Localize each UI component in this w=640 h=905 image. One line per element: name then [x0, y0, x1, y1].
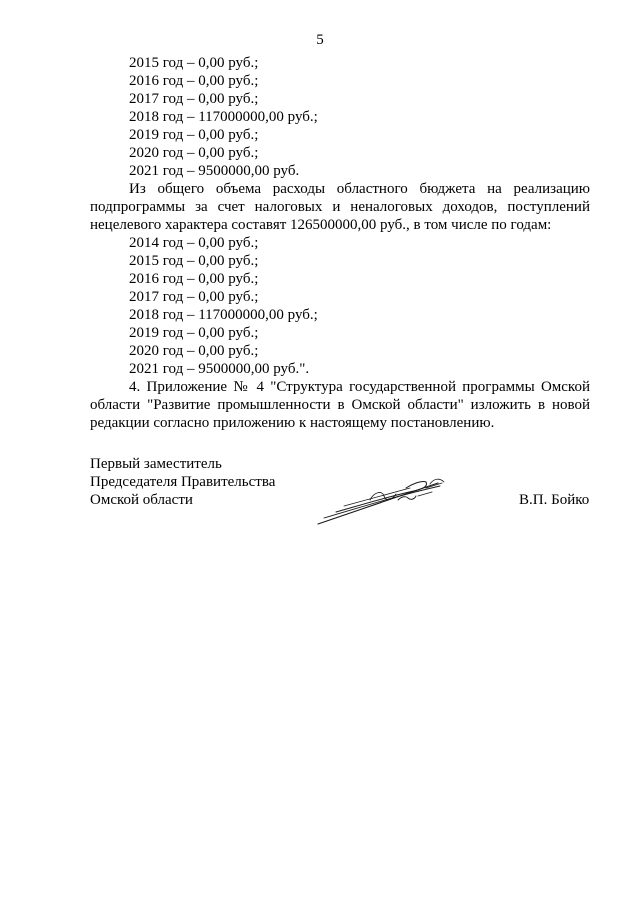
list-b-item: 2021 год – 9500000,00 руб.". — [129, 361, 310, 377]
list-b-item: 2018 год – 117000000,00 руб.; — [129, 307, 318, 323]
signatory-position-line: Первый заместитель — [90, 456, 222, 472]
signatory-name: В.П. Бойко — [519, 492, 590, 508]
list-a-item: 2016 год – 0,00 руб.; — [129, 73, 259, 89]
list-b-item: 2019 год – 0,00 руб.; — [129, 325, 259, 341]
list-a-item: 2019 год – 0,00 руб.; — [129, 127, 259, 143]
signatory-position — [90, 455, 275, 509]
list-a-item: 2015 год – 0,00 руб.; — [129, 55, 259, 71]
appendix-paragraph: 4. Приложение № 4 "Структура государственной программы Омской области "Развитие промышленности в Омской области" изложить в новой редакции согласно приложению к настоящему постановлению. — [90, 379, 590, 431]
list-b-item: 2017 год – 0,00 руб.; — [129, 289, 259, 305]
list-b-item: 2015 год – 0,00 руб.; — [129, 253, 259, 269]
list-a-item: 2020 год – 0,00 руб.; — [129, 145, 259, 161]
handwritten-signature — [300, 470, 460, 530]
list-a-item: 2018 год – 117000000,00 руб.; — [129, 109, 318, 125]
list-a-item: 2017 год – 0,00 руб.; — [129, 91, 259, 107]
list-a-item: 2021 год – 9500000,00 руб. — [129, 163, 300, 179]
list-b-item: 2014 год – 0,00 руб.; — [129, 235, 259, 251]
signatory-position-line: Омской области — [90, 492, 193, 508]
page-number: 5 — [316, 32, 324, 48]
list-b-item: 2020 год – 0,00 руб.; — [129, 343, 259, 359]
list-b-item: 2016 год – 0,00 руб.; — [129, 271, 259, 287]
budget-paragraph: Из общего объема расходы областного бюджета на реализацию подпрограммы за счет налоговых и неналоговых доходов, поступлений нецелевого характера составят 126500000,00 руб., в том числе по годам: — [90, 181, 590, 233]
signatory-position-line: Председателя Правительства — [90, 474, 276, 490]
